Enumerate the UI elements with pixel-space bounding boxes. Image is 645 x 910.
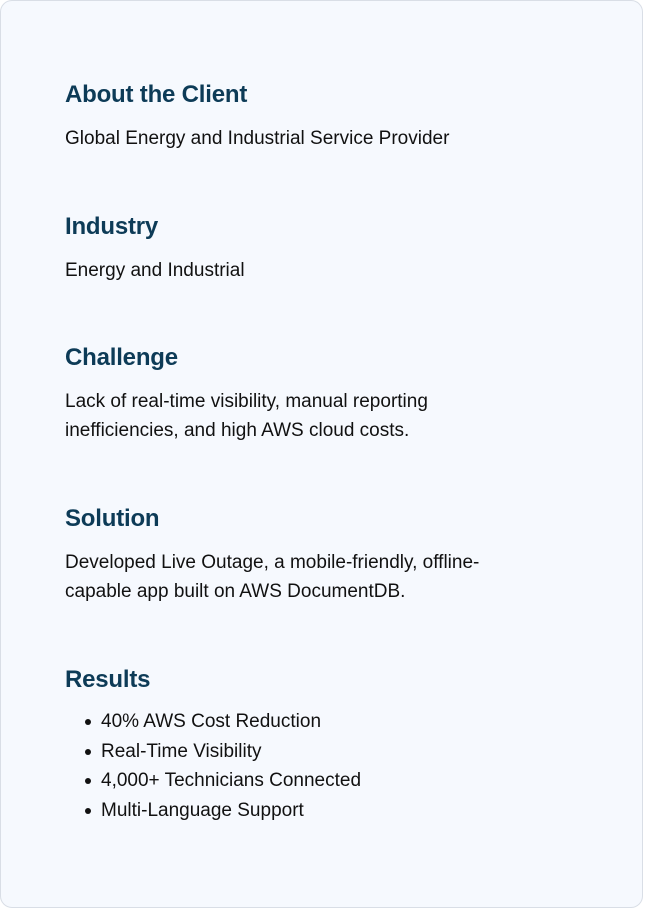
results-list-item: 4,000+ Technicians Connected	[101, 766, 585, 796]
solution-section	[65, 504, 585, 606]
results-heading: Results	[65, 666, 151, 693]
challenge-text-line-2: inefficiencies, and high AWS cloud costs.	[65, 420, 410, 441]
results-list-item: Multi-Language Support	[101, 796, 585, 826]
about-text: Global Energy and Industrial Service Provider	[65, 128, 450, 149]
solution-heading: Solution	[65, 505, 160, 532]
challenge-heading: Challenge	[65, 344, 178, 371]
results-section	[65, 665, 585, 825]
challenge-text-line-1: Lack of real-time visibility, manual reporting	[65, 391, 428, 412]
results-list-item: 40% AWS Cost Reduction	[101, 707, 585, 737]
solution-text-line-1: Developed Live Outage, a mobile-friendly, offline-	[65, 552, 480, 573]
solution-text	[65, 548, 585, 606]
about-section	[65, 80, 585, 153]
challenge-text	[65, 387, 585, 445]
challenge-section	[65, 343, 585, 445]
solution-text-line-2: capable app built on AWS DocumentDB.	[65, 581, 406, 602]
industry-section	[65, 212, 585, 285]
industry-heading: Industry	[65, 213, 159, 240]
industry-text: Energy and Industrial	[65, 260, 245, 281]
results-list	[65, 707, 585, 825]
about-heading: About the Client	[65, 81, 248, 108]
results-list-item: Real-Time Visibility	[101, 737, 585, 767]
